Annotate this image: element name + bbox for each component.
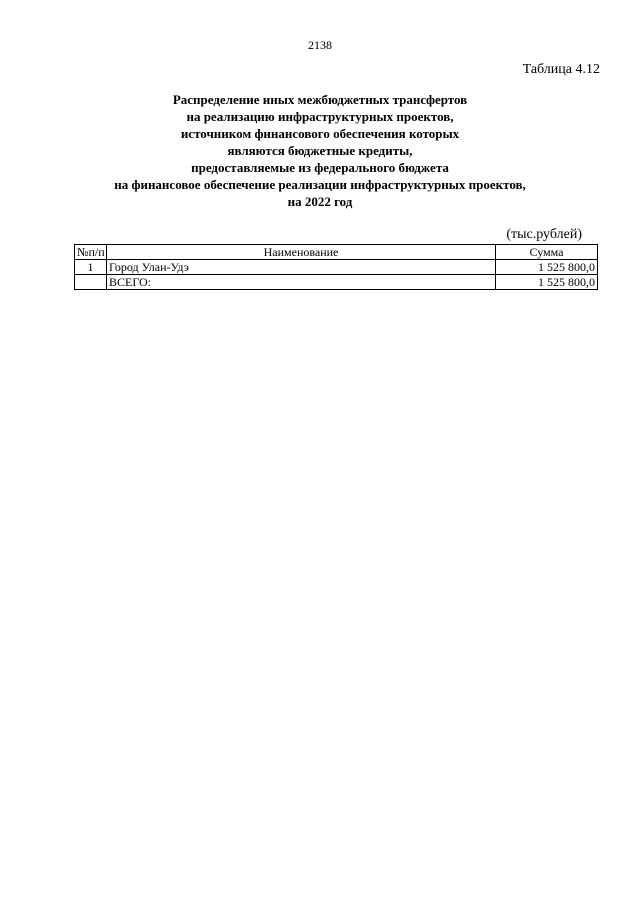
title-line: Распределение иных межбюджетных трансфертов (172, 92, 468, 107)
column-header-sum: Сумма (496, 245, 598, 260)
row-sum-cell: 1 525 800,0 (496, 260, 598, 275)
table-total-row (75, 275, 598, 290)
title-line: предоставляемые из федерального бюджета (191, 160, 449, 175)
title-line: на реализацию инфраструктурных проектов, (186, 109, 454, 124)
row-name-cell: Город Улан-Удэ (107, 260, 496, 275)
units-label: (тыс.рублей) (506, 227, 582, 242)
table-row (75, 260, 598, 275)
column-header-number: №п/п (75, 245, 107, 260)
title-line: являются бюджетные кредиты, (227, 143, 413, 158)
row-name-cell: ВСЕГО: (107, 275, 496, 290)
transfers-table (74, 244, 598, 290)
title-line: на 2022 год (287, 194, 353, 209)
document-title (60, 91, 580, 210)
table-header-row (75, 245, 598, 260)
table-label: Таблица 4.12 (522, 62, 600, 77)
title-line: на финансовое обеспечение реализации инфраструктурных проектов, (114, 177, 526, 192)
page-number: 2138 (308, 38, 332, 52)
row-number-cell (75, 275, 107, 290)
title-line: источником финансового обеспечения которых (180, 126, 460, 141)
row-number-cell: 1 (75, 260, 107, 275)
row-sum-cell: 1 525 800,0 (496, 275, 598, 290)
column-header-name: Наименование (107, 245, 496, 260)
